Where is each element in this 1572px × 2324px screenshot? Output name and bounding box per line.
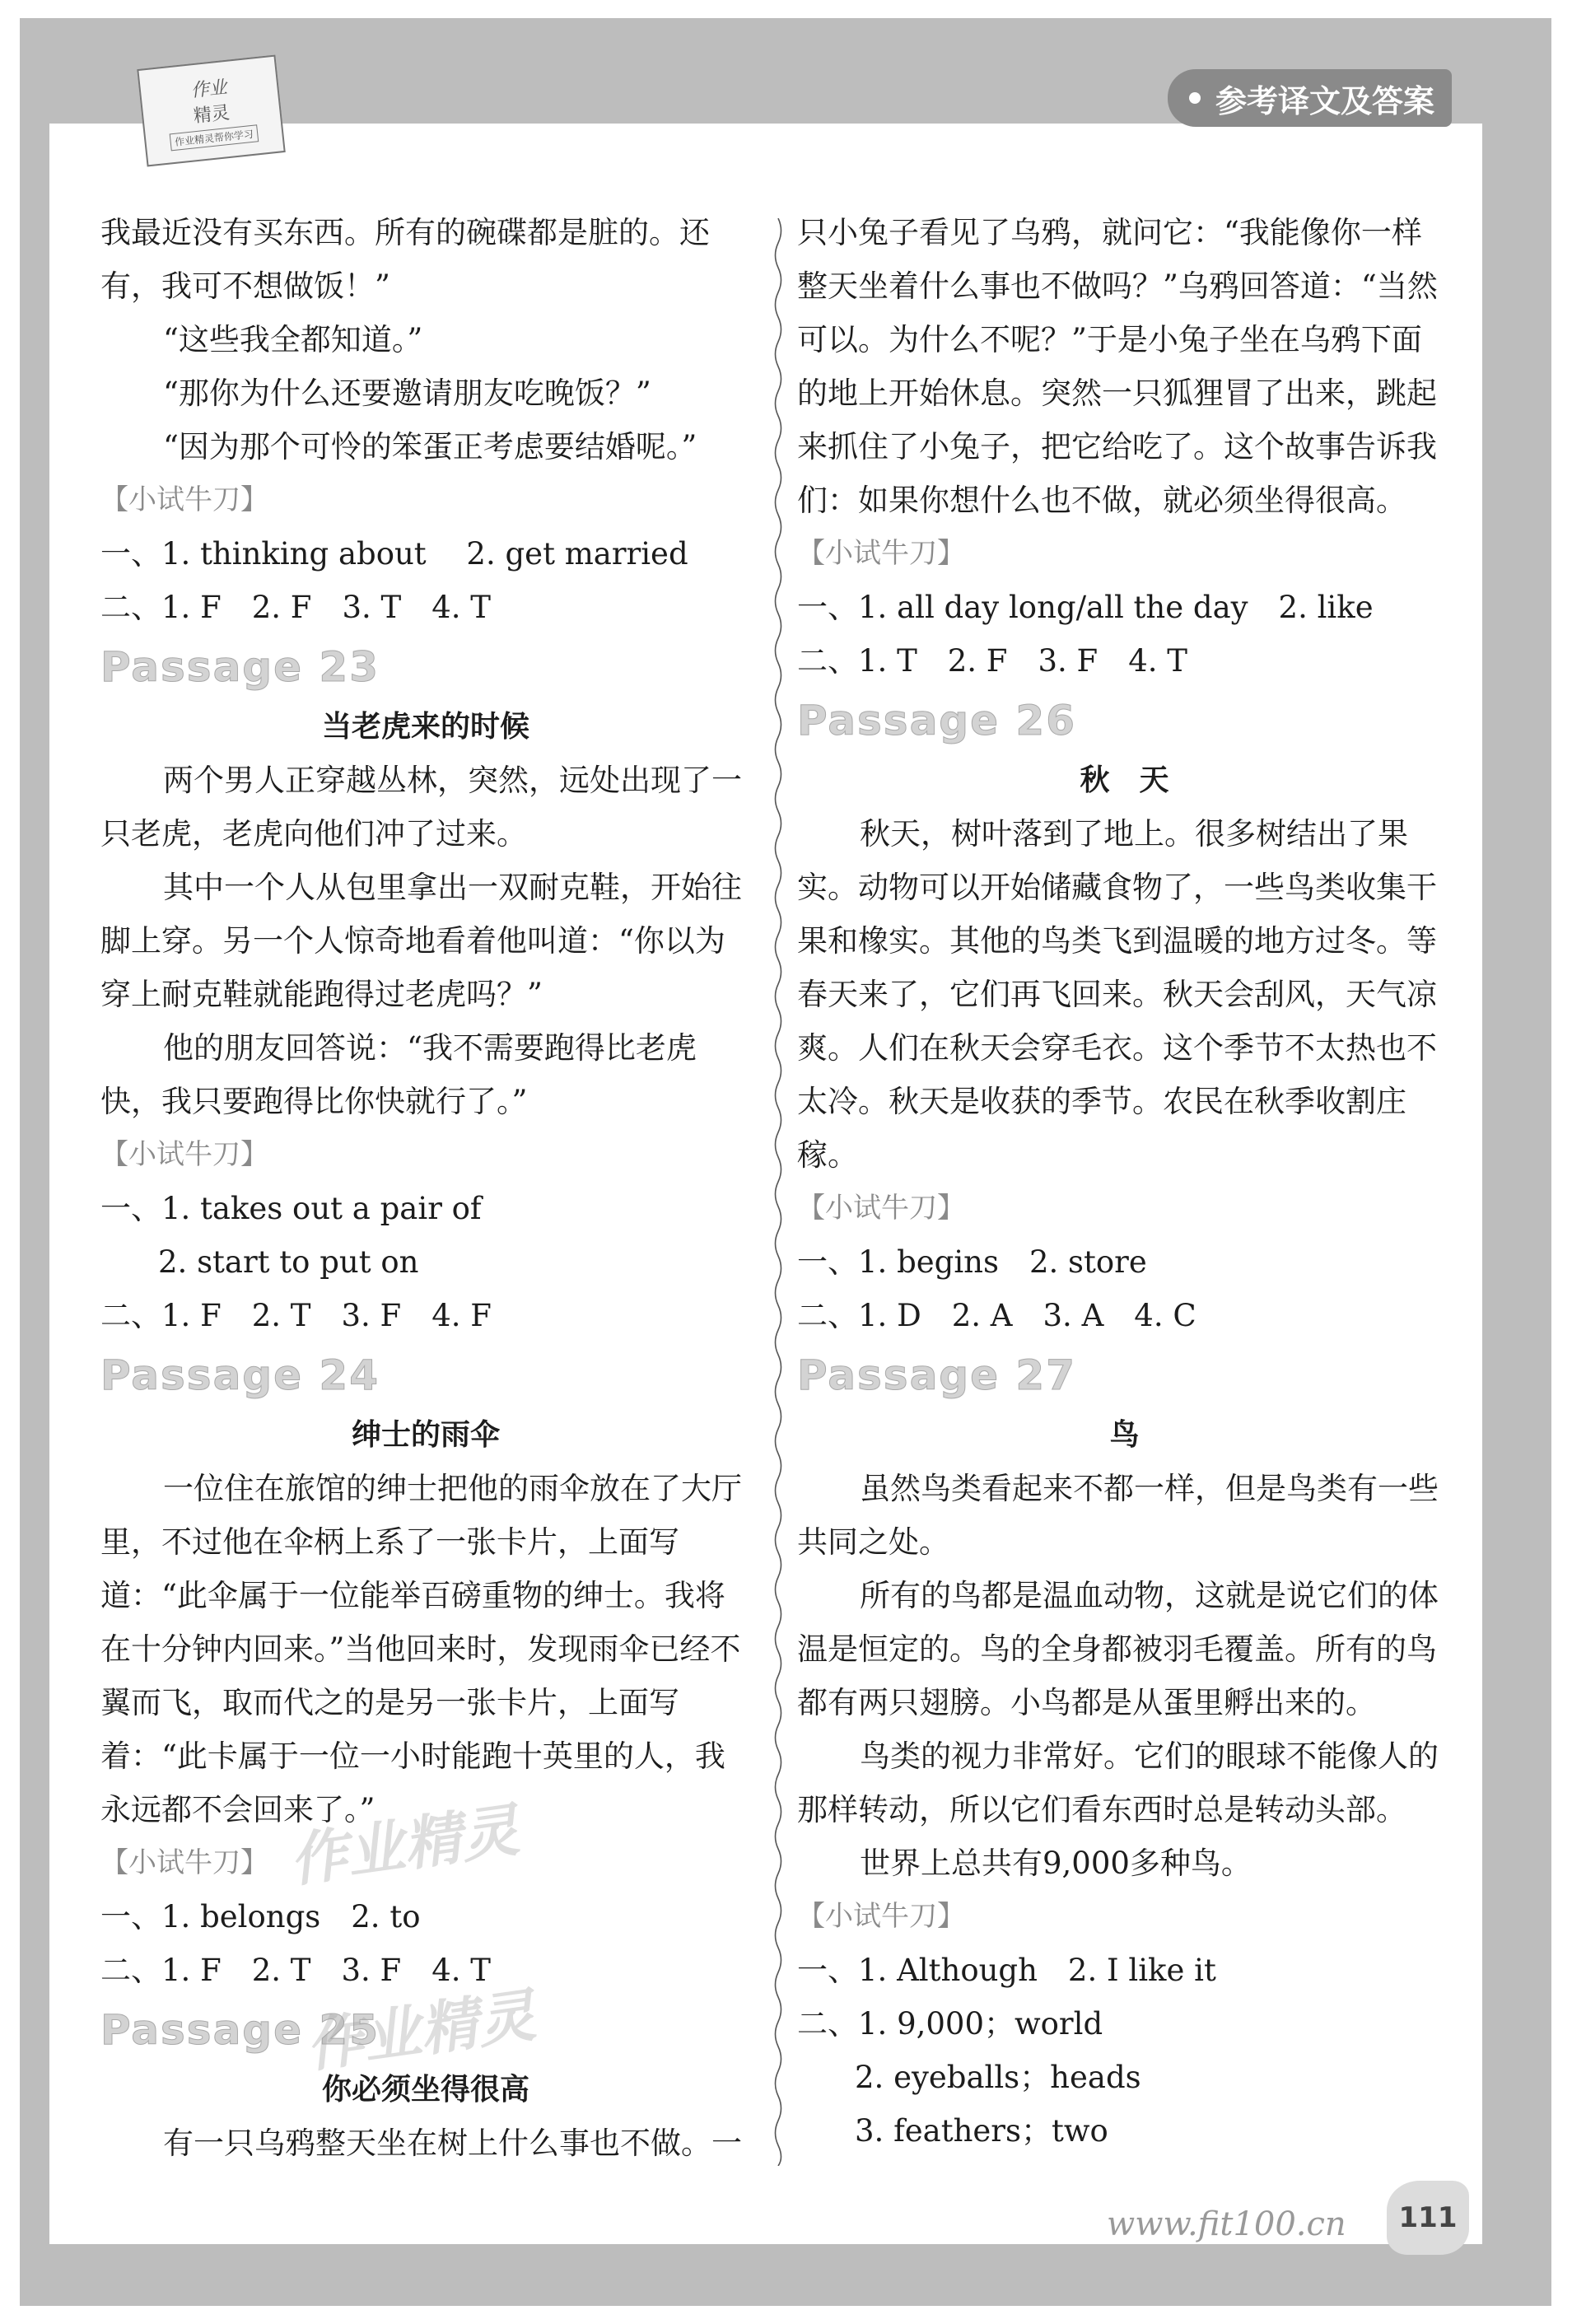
paragraph: 一位住在旅馆的绅士把他的雨伞放在了大厅里，不过他在伞柄上系了一张卡片，上面写道：“此伞属于一位能举百磅重物的绅士。我将在十分钟内回来。”当他回来时，发现雨伞已经不翼而飞，取而代之的是另一张卡片，上面写着：“此卡属于一位一小时能跑十英里的人，我永远都不会回来了。” [100, 1471, 742, 1827]
column-divider [772, 218, 784, 2166]
exercise-tag: 【小试牛刀】 [797, 1192, 965, 1225]
right-column [797, 206, 1452, 2158]
answer-line: 2. start to put on [158, 1244, 419, 1280]
answer-line: 二、1. F 2. T 3. F 4. F [100, 1298, 492, 1333]
logo-line-1: 作业 [189, 77, 228, 102]
paragraph: “那你为什么还要邀请朋友吃晚饭？” [163, 376, 651, 411]
answer-line: 二、1. F 2. F 3. T 4. T [100, 590, 491, 625]
bullet-icon [1189, 92, 1201, 104]
answer-line: 二、1. 9,000；world [797, 2006, 1103, 2042]
answer-line: 3. feathers；two [855, 2113, 1108, 2149]
paragraph: 鸟类的视力非常好。它们的眼球不能像人的那样转动，所以它们看东西时总是转动头部。 [797, 1738, 1439, 1827]
answer-line: 二、1. F 2. T 3. F 4. T [100, 1953, 491, 1988]
exercise-tag: 【小试牛刀】 [100, 1846, 268, 1879]
paragraph: 我最近没有买东西。所有的碗碟都是脏的。还有，我可不想做饭！” [100, 215, 710, 304]
passage-title: 绅士的雨伞 [351, 1418, 500, 1452]
answer-line: 一、1. all day long/all the day 2. like [797, 590, 1374, 625]
brand-logo [137, 54, 286, 166]
passage-title: 鸟 [1109, 1418, 1140, 1452]
passage-title: 当老虎来的时候 [321, 710, 529, 744]
passage-heading: Passage 26 [797, 697, 1076, 744]
exercise-tag: 【小试牛刀】 [797, 1900, 965, 1933]
paragraph: 两个男人正穿越丛林，突然，远处出现了一只老虎，老虎向他们冲了过来。 [100, 763, 742, 852]
paragraph: “这些我全都知道。” [163, 322, 423, 357]
paragraph: 所有的鸟都是温血动物，这就是说它们的体温是恒定的。鸟的全身都被羽毛覆盖。所有的鸟都有两只翅膀。小鸟都是从蛋里孵出来的。 [797, 1578, 1439, 1720]
passage-heading: Passage 23 [100, 643, 380, 691]
footer-url: www.fit100.cn [1107, 2205, 1346, 2243]
passage-heading: Passage 24 [100, 1351, 380, 1399]
answer-line: 一、1. begins 2. store [797, 1244, 1147, 1280]
logo-line-3: 作业精灵帮你学习 [170, 124, 259, 151]
page-number: 111 [1387, 2181, 1469, 2255]
answer-line: 一、1. belongs 2. to [100, 1899, 421, 1934]
paragraph: 有一只乌鸦整天坐在树上什么事也不做。一 [163, 2126, 742, 2161]
section-badge-label: 参考译文及答案 [1215, 82, 1435, 119]
answer-line: 二、1. T 2. F 3. F 4. T [797, 643, 1187, 679]
paragraph: 只小兔子看见了乌鸦，就问它：“我能像你一样整天坐着什么事也不做吗？”乌鸦回答道：“当然可以。为什么不呢？”于是小兔子坐在乌鸦下面的地上开始休息。突然一只狐狸冒了出来，跳起来抓住了小兔子，把它给吃了。这个故事告诉我们：如果你想什么也不做，就必须坐得很高。 [797, 215, 1438, 518]
exercise-tag: 【小试牛刀】 [100, 1138, 268, 1171]
answer-line: 一、1. thinking about 2. get married [100, 536, 688, 572]
paragraph: 虽然鸟类看起来不都一样，但是鸟类有一些共同之处。 [797, 1471, 1439, 1560]
paragraph: 世界上总共有9,000多种鸟。 [860, 1846, 1252, 1881]
paragraph: 他的朋友回答说：“我不需要跑得比老虎快，我只要跑得比你快就行了。” [100, 1030, 697, 1119]
watermark: 作业精灵 [301, 1981, 540, 2081]
passage-heading: Passage 25 [100, 2006, 380, 2054]
passage-title: 你必须坐得很高 [321, 2073, 529, 2107]
exercise-tag: 【小试牛刀】 [100, 483, 268, 516]
passage-heading: Passage 27 [797, 1351, 1076, 1399]
logo-line-2: 精灵 [192, 102, 231, 128]
paragraph: 秋天，树叶落到了地上。很多树结出了果实。动物可以开始储藏食物了，一些鸟类收集干果和橡实。其他的鸟类飞到温暖的地方过冬。等春天来了，它们再飞回来。秋天会刮风，天气凉爽。人们在秋天会穿毛衣。这个季节不太热也不太冷。秋天是收获的季节。农民在秋季收割庄稼。 [797, 816, 1437, 1173]
answer-line: 2. eyeballs；heads [855, 2060, 1141, 2095]
paragraph: 其中一个人从包里拿出一双耐克鞋，开始往脚上穿。另一个人惊奇地看着他叫道：“你以为穿上耐克鞋就能跑得过老虎吗？” [100, 870, 742, 1012]
answer-line: 一、1. Although 2. I like it [797, 1953, 1216, 1988]
answer-line: 二、1. D 2. A 3. A 4. C [797, 1298, 1196, 1333]
exercise-tag: 【小试牛刀】 [797, 537, 965, 570]
answer-line: 一、1. takes out a pair of [100, 1191, 482, 1226]
section-badge [1168, 69, 1452, 127]
watermark: 作业精灵 [285, 1795, 524, 1896]
passage-title: 秋 天 [1080, 763, 1169, 797]
paragraph: “因为那个可怜的笨蛋正考虑要结婚呢。” [163, 429, 697, 464]
